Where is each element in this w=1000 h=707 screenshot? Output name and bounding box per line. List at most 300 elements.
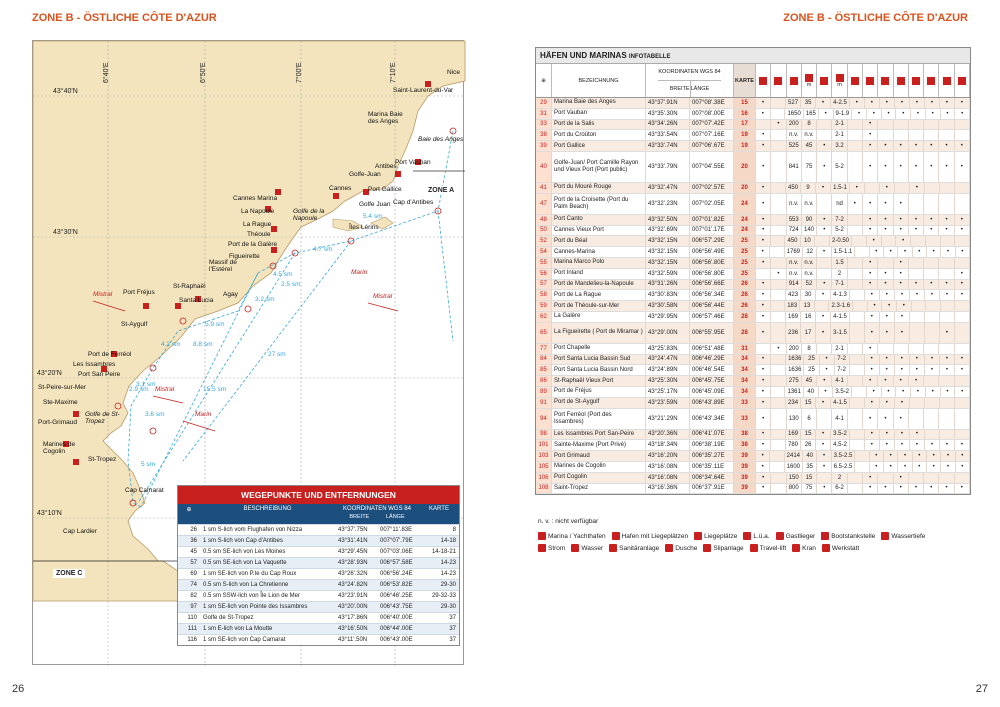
info-cell-attr: [955, 398, 970, 408]
info-cell-laenge: 007°04'.55E: [690, 152, 734, 182]
wp-cell-l: 006°56'.24E: [380, 571, 413, 577]
info-cell-attr: [925, 312, 940, 322]
route-label-3: 4.5 sm: [273, 271, 293, 278]
info-cell-attr: [955, 130, 970, 140]
info-cell-attr: n.v.: [802, 194, 817, 214]
info-cell-karte: 19: [734, 141, 756, 151]
table-row: [536, 258, 970, 269]
info-cell-attr: 4-2.5: [831, 98, 850, 108]
info-cell-attr: •: [880, 323, 895, 343]
place-iles-lerins: Îles Lérins: [349, 224, 379, 231]
info-cell-attr: •: [925, 290, 940, 300]
info-cell-breite: 43°29'.00N: [646, 323, 690, 343]
info-cell-attr: •: [955, 387, 970, 397]
info-cell-breite: 43°32'.47N: [646, 183, 690, 193]
info-cell-attr: •: [756, 398, 771, 408]
info-cell-karte: 33: [734, 398, 756, 408]
info-cell-name: Port de Fréjus: [552, 387, 646, 397]
info-cell-attr: •: [817, 451, 831, 461]
info-cell-karte: 20: [734, 183, 756, 193]
info-cell-attr: 8: [802, 120, 817, 130]
wp-cell-k: 29-30: [440, 604, 456, 610]
info-cell-attr: [817, 473, 832, 483]
info-cell-laenge: 006°46'.54E: [690, 365, 734, 375]
info-cell-attr: [939, 409, 954, 429]
info-cell-attr: •: [895, 312, 910, 322]
info-cell-breite: 43°33'.54N: [646, 130, 690, 140]
wp-cell-k: 37: [449, 637, 456, 643]
info-cell-attr: [852, 387, 867, 397]
legend-label: Strom: [548, 544, 566, 552]
info-cell-attr: [771, 398, 786, 408]
wp-cell-l: 006°44'.00E: [380, 626, 413, 632]
info-cell-breite: 43°18'.34N: [646, 440, 690, 450]
info-cell-attr: 3.5-2: [831, 430, 850, 440]
info-cell-attr: 6: [802, 409, 817, 429]
info-cell-attr: •: [756, 355, 771, 365]
info-cell-attr: •: [894, 484, 909, 494]
info-cell-attr: •: [756, 247, 770, 257]
info-cell-attr: •: [955, 290, 970, 300]
info-cell-attr: •: [878, 215, 893, 225]
info-cell-attr: •: [756, 376, 771, 386]
info-cell-attr: [878, 344, 893, 354]
info-cell-attr: 15: [801, 430, 816, 440]
info-cell-attr: •: [941, 462, 955, 472]
wp-head-koord: [335, 504, 419, 524]
info-cell-attr: •: [820, 355, 835, 365]
info-cell-id: 91: [536, 398, 552, 408]
legend-label: Dusche: [675, 544, 698, 552]
info-cell-attr: •: [924, 141, 939, 151]
info-cell-attr: [955, 258, 970, 268]
info-cell-id: 33: [536, 120, 552, 130]
waypoints-header: [178, 504, 459, 524]
info-cell-attr: 150: [787, 473, 802, 483]
ih-lua-icon: [802, 64, 817, 97]
info-cell-id: 39: [536, 141, 552, 151]
info-cell-karte: 26: [734, 280, 756, 290]
legend-symbol-icon: [750, 544, 758, 552]
legend-symbol-icon: [822, 544, 830, 552]
info-cell-id: 86: [536, 376, 552, 386]
info-cell-karte: 15: [734, 98, 756, 108]
info-cell-attr: 200: [787, 120, 802, 130]
info-cell-attr: •: [817, 376, 832, 386]
info-cell-attr: n.v.: [802, 258, 817, 268]
info-cell-attr: 1650: [785, 109, 803, 119]
info-cell-karte: 34: [734, 387, 756, 397]
wp-cell-k: 37: [449, 626, 456, 632]
info-cell-laenge: 006°46'.29E: [690, 355, 734, 365]
wp-cell-d: Golfe de St-Tropez: [203, 615, 254, 621]
route-label-14: 3.6 sm: [145, 411, 165, 418]
place-st-peire: St-Peire-sur-Mer: [38, 384, 87, 391]
info-cell-breite: 43°23'.59N: [646, 398, 690, 408]
info-cell-attr: •: [909, 141, 924, 151]
info-cell-attr: •: [955, 215, 970, 225]
place-port-gallice: Port Gallice: [368, 186, 402, 193]
info-cell-karte: 26: [734, 301, 756, 311]
info-cell-karte: 20: [734, 152, 756, 182]
info-cell-attr: •: [884, 247, 898, 257]
wp-cell-b: 43°37'.75N: [338, 527, 368, 533]
legend-label: Slipanlage: [713, 544, 744, 552]
info-cell-attr: •: [927, 462, 941, 472]
place-agay: Agay: [223, 291, 238, 298]
info-cell-attr: •: [852, 109, 867, 119]
info-cell-attr: 1769: [785, 247, 803, 257]
info-cell-name: La Galère: [552, 312, 646, 322]
ih-slip-icon: [924, 64, 939, 97]
info-cell-attr: 4-1: [832, 409, 847, 429]
legend-item: [612, 532, 689, 540]
coord-lat-2: 43°30'N: [53, 229, 78, 236]
info-cell-attr: [771, 301, 786, 311]
legend-row-1: [538, 532, 978, 540]
info-cell-attr: •: [941, 387, 956, 397]
place-la-napoule: La Napoule: [241, 208, 275, 215]
info-cell-laenge: 006°43'.34E: [690, 409, 734, 429]
info-cell-attr: n.v.: [787, 194, 802, 214]
info-cell-attr: •: [894, 280, 909, 290]
info-cell-attr: •: [878, 280, 893, 290]
info-cell-attr: •: [880, 355, 895, 365]
page-number-right: 27: [975, 683, 988, 695]
info-cell-attr: [848, 344, 863, 354]
legend-label: Wasser: [581, 544, 604, 552]
wp-cell-d: 1 sm SE-lich von P.te du Cap Roux: [203, 571, 297, 577]
info-cell-attr: [848, 120, 863, 130]
wp-cell-n: 57: [190, 560, 197, 566]
info-cell-attr: [771, 409, 786, 429]
info-cell-attr: •: [894, 226, 909, 236]
info-cell-attr: [955, 236, 970, 246]
info-cell-id: 29: [536, 98, 552, 108]
table-row: [536, 365, 970, 376]
info-cell-attr: [853, 301, 868, 311]
info-cell-breite: 43°16'.20N: [646, 451, 690, 461]
info-cell-attr: n.v.: [787, 269, 802, 279]
info-cell-attr: 2-1: [832, 344, 847, 354]
ih-werkstatt-icon: [955, 64, 970, 97]
info-cell-attr: •: [863, 152, 878, 182]
info-cell-id: 47: [536, 194, 552, 214]
info-cell-attr: 780: [786, 440, 801, 450]
info-cell-attr: 6.5-2.5: [832, 462, 856, 472]
ih-tankstelle-icon: [848, 64, 863, 97]
info-cell-attr: [855, 451, 869, 461]
info-cell-karte: 38: [734, 430, 756, 440]
wp-cell-b: 43°26'.32N: [338, 571, 368, 577]
info-cell-laenge: 006°35'.11E: [690, 462, 734, 472]
zone-c-label: ZONE C: [53, 569, 85, 578]
info-cell-breite: 43°30'.83N: [646, 290, 690, 300]
table-row: [536, 376, 970, 387]
coord-lon-4: 7°10'E: [390, 62, 397, 83]
wp-cell-b: 43°17'.86N: [338, 615, 368, 621]
info-cell-name: Port de St-Aygulf: [552, 398, 646, 408]
info-cell-id: 108: [536, 484, 552, 494]
info-cell-attr: •: [756, 301, 771, 311]
table-row: [536, 141, 970, 152]
info-cell-attr: •: [894, 473, 909, 483]
info-cell-karte: 17: [734, 120, 756, 130]
info-cell-id: 41: [536, 183, 552, 193]
ih-dusche-icon: [909, 64, 924, 97]
info-cell-attr: 40: [804, 387, 819, 397]
info-cell-attr: 4-1.5: [831, 312, 850, 322]
wp-cell-l: 006°40'.00E: [380, 615, 413, 621]
info-cell-laenge: 006°57'.29E: [690, 236, 734, 246]
info-cell-attr: [848, 130, 863, 140]
ih-name: BEZEICHNUNG: [552, 64, 646, 97]
info-cell-attr: •: [880, 398, 895, 408]
place-port-san-peire: Port San Peire: [78, 371, 121, 378]
info-cell-attr: 1.5-1.1: [832, 247, 856, 257]
info-cell-attr: •: [878, 152, 893, 182]
route-label-11: 15.5 sm: [203, 386, 227, 393]
info-cell-attr: [771, 194, 786, 214]
ih-hafen-icon: [771, 64, 786, 97]
legend-symbol-icon: [776, 532, 784, 540]
info-cell-attr: •: [909, 226, 924, 236]
ih-sanitaer-icon: [894, 64, 909, 97]
label-mistral-2: Mistral: [373, 293, 393, 300]
info-cell-attr: [817, 130, 832, 140]
info-cell-name: La Figueirette ( Port de Miramar ): [552, 323, 646, 343]
wp-cell-l: 006°46'.25E: [380, 593, 413, 599]
info-cell-attr: •: [878, 484, 893, 494]
info-cell-attr: •: [925, 440, 940, 450]
info-cell-attr: n.v.: [787, 130, 802, 140]
info-cell-attr: [939, 120, 954, 130]
info-cell-attr: [910, 398, 925, 408]
ih-tiefe-unit: m: [837, 81, 842, 88]
info-cell-laenge: 007°01'.17E: [690, 226, 734, 236]
info-cell-attr: 6-2: [832, 484, 847, 494]
place-antibes: Antibes: [375, 163, 397, 170]
info-cell-attr: •: [878, 376, 893, 386]
info-cell-attr: [771, 387, 786, 397]
info-cell-id: 101: [536, 440, 552, 450]
legend-symbol-icon: [881, 532, 889, 540]
table-row: [178, 535, 459, 546]
info-cell-breite: 43°29'.95N: [646, 312, 690, 322]
info-cell-attr: [909, 258, 924, 268]
legend-label: Bootstankstelle: [831, 532, 876, 540]
info-cell-attr: •: [848, 194, 863, 214]
info-cell-id: 84: [536, 355, 552, 365]
info-cell-attr: [955, 183, 970, 193]
table-row: [536, 98, 970, 109]
info-cell-attr: 165: [804, 109, 819, 119]
legend-symbol-icon: [665, 544, 673, 552]
wp-cell-l: 007°03'.06E: [380, 549, 413, 555]
place-st-tropez: St-Tropez: [88, 456, 117, 463]
info-cell-name: Port Canto: [552, 215, 646, 225]
info-cell-attr: •: [894, 194, 909, 214]
info-cell-breite: 43°25'.30N: [646, 376, 690, 386]
info-cell-attr: n.v.: [802, 269, 817, 279]
legend-item: [792, 544, 816, 552]
info-cell-attr: •: [882, 301, 897, 311]
info-cell-name: Port Chapelle: [552, 344, 646, 354]
info-cell-id: 50: [536, 226, 552, 236]
info-cell-attr: 140: [802, 226, 817, 236]
info-cell-attr: •: [895, 290, 910, 300]
page-number-left: 26: [12, 683, 25, 695]
ih-travellift-icon: [939, 64, 954, 97]
table-row: [536, 440, 970, 451]
table-row: [178, 601, 459, 612]
info-cell-attr: [848, 484, 863, 494]
wp-cell-l: 006°57'.58E: [380, 560, 413, 566]
info-cell-attr: [770, 451, 784, 461]
info-cell-karte: 34: [734, 365, 756, 375]
info-cell-attr: •: [870, 451, 884, 461]
wp-cell-l: 006°43'.00E: [380, 637, 413, 643]
legend: [538, 532, 978, 556]
info-cell-karte: 39: [734, 484, 756, 494]
table-row: [536, 290, 970, 301]
info-cell-attr: •: [910, 290, 925, 300]
info-cell-attr: 4-1.5: [831, 398, 850, 408]
info-title-small: INFOTABELLE: [628, 54, 671, 60]
info-cell-attr: •: [816, 98, 831, 108]
info-cell-attr: 450: [785, 236, 800, 246]
waypoints-rows: [178, 524, 459, 645]
info-cell-name: Port du Croûton: [552, 130, 646, 140]
info-cell-laenge: 006°34'.64E: [690, 473, 734, 483]
wp-head-icon: ⊕: [186, 507, 192, 513]
info-cell-attr: [771, 226, 786, 236]
info-cell-attr: 2-0.50: [830, 236, 852, 246]
info-cell-attr: •: [894, 409, 909, 429]
info-cell-attr: •: [816, 440, 831, 450]
info-cell-attr: •: [816, 312, 831, 322]
info-cell-name: Les Issambres Port San-Peire: [552, 430, 646, 440]
info-cell-attr: •: [895, 98, 910, 108]
info-cell-attr: •: [939, 226, 954, 236]
info-cell-id: 94: [536, 409, 552, 429]
info-cell-attr: 52: [802, 280, 817, 290]
info-cell-name: Sainte-Maxime (Port Privé): [552, 440, 646, 450]
info-cell-karte: 38: [734, 440, 756, 450]
info-cell-attr: [771, 323, 786, 343]
wp-cell-d: 1 sm E-lich von La Moutte: [203, 626, 273, 632]
wp-cell-n: 111: [187, 626, 197, 632]
info-cell-attr: •: [756, 194, 771, 214]
legend-label: Liegeplätze: [704, 532, 738, 540]
table-row: [536, 247, 970, 258]
ih-karte: KARTE: [734, 64, 756, 97]
legend-label: Werkstatt: [831, 544, 860, 552]
info-cell-attr: •: [863, 473, 878, 483]
wp-cell-b: 43°23'.91N: [338, 593, 368, 599]
info-cell-attr: •: [865, 312, 880, 322]
info-cell-attr: •: [878, 269, 893, 279]
info-cell-id: 65: [536, 323, 552, 343]
place-golfe-napoule: Golfe de la Napoule: [293, 208, 325, 222]
table-row: [536, 462, 970, 473]
info-cell-attr: [882, 236, 897, 246]
ih-koord-label: KOORDINATEN WGS 84: [658, 64, 720, 81]
info-cell-attr: •: [865, 290, 880, 300]
info-cell-attr: [924, 130, 939, 140]
info-cell-name: Port de la Salis: [552, 120, 646, 130]
info-cell-attr: [848, 269, 863, 279]
info-cell-attr: •: [865, 398, 880, 408]
info-cell-attr: •: [955, 440, 970, 450]
info-cell-id: 85: [536, 365, 552, 375]
table-row: [536, 215, 970, 226]
ih-koord-sub: [670, 81, 710, 97]
wp-cell-k: 14-23: [440, 560, 456, 566]
legend-item: [821, 532, 875, 540]
wp-cell-k: 29-30: [440, 582, 456, 588]
info-cell-attr: 75: [802, 152, 817, 182]
info-cell-name: Cannes-Marina: [552, 247, 646, 257]
info-cell-attr: •: [880, 98, 895, 108]
info-cell-attr: 275: [787, 376, 802, 386]
info-cell-attr: •: [955, 280, 970, 290]
info-cell-karte: 24: [734, 194, 756, 214]
info-cell-attr: •: [898, 462, 912, 472]
info-cell-attr: [771, 141, 786, 151]
info-cell-name: Port Grimaud: [552, 451, 646, 461]
place-golfe-st-tropez: Golfe de St-Tropez: [85, 411, 120, 425]
info-cell-attr: •: [771, 120, 786, 130]
route-label-7: 4.2 sm: [161, 341, 181, 348]
info-cell-attr: [912, 301, 927, 311]
place-st-aygulf: St-Aygulf: [121, 321, 148, 328]
info-cell-attr: •: [878, 194, 893, 214]
info-cell-attr: •: [863, 409, 878, 429]
info-cell-attr: 12: [803, 247, 817, 257]
info-cell-attr: •: [816, 323, 831, 343]
info-cell-attr: 30: [801, 290, 816, 300]
wp-cell-b: 43°16'.50N: [338, 626, 368, 632]
info-cell-attr: [955, 409, 970, 429]
info-cell-attr: [850, 365, 865, 375]
legend-symbol-icon: [538, 532, 546, 540]
info-cell-attr: [910, 312, 925, 322]
info-cell-attr: [939, 344, 954, 354]
info-cell-attr: •: [955, 98, 970, 108]
info-cell-attr: [771, 98, 786, 108]
info-cell-attr: [848, 280, 863, 290]
table-row: [536, 473, 970, 484]
info-cell-breite: 43°25'.83N: [646, 344, 690, 354]
info-cell-attr: [771, 258, 786, 268]
info-cell-attr: [926, 236, 941, 246]
info-cell-attr: 450: [786, 183, 801, 193]
info-cell-attr: [939, 269, 954, 279]
info-cell-attr: •: [880, 440, 895, 450]
legend-row-2: [538, 544, 978, 552]
info-cell-attr: •: [756, 183, 771, 193]
info-cell-attr: •: [955, 269, 970, 279]
legend-item: [694, 532, 737, 540]
wp-cell-n: 116: [187, 637, 197, 643]
info-cell-attr: 2: [832, 473, 847, 483]
harbour-info-table: [535, 47, 971, 495]
info-cell-attr: [855, 247, 869, 257]
wp-cell-n: 26: [190, 527, 197, 533]
place-port-frejus: Port Fréjus: [123, 289, 155, 296]
info-cell-attr: •: [756, 312, 771, 322]
